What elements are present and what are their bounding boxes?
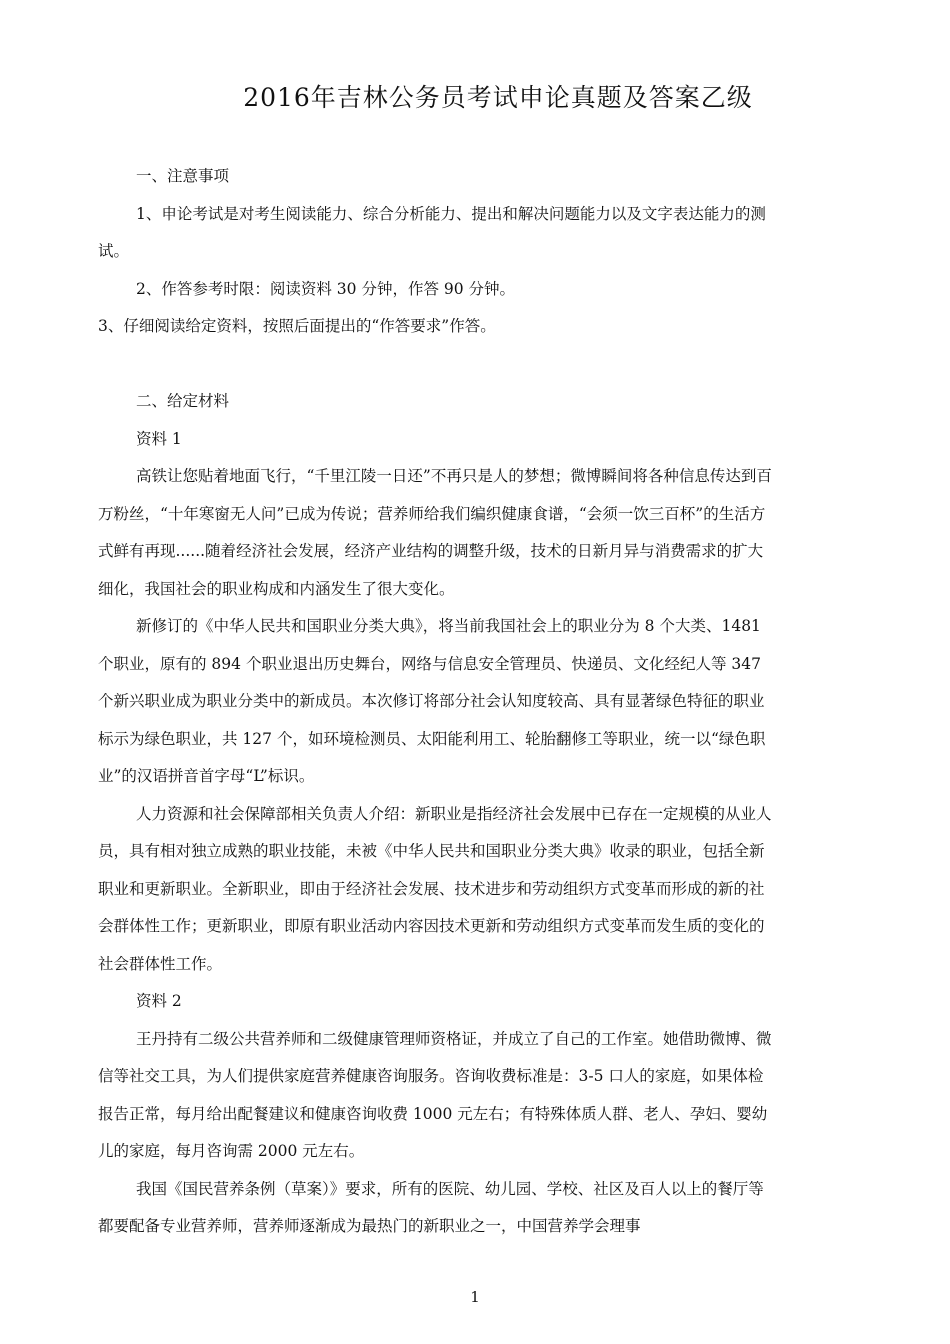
note-2: 2、作答参考时限：阅读资料 30 分钟，作答 90 分钟。 <box>136 279 516 298</box>
material-1-paragraph-1: 高铁让您贴着地面飞行，“千里江陵一日还”不再只是人的梦想；微博瞬间将各种信息传达到百万粉丝，“十年寒窗无人问”已成为传说；营养师给我们编织健康食谱，“会须一饮三百杯”的生活方式鲜有再现......随着经济社会发展，经济产业结构的调整升级，技术的日新月异与消费需求的扩大细化，我国社会的职业构成和内涵发生了很大变化。 <box>98 467 772 598</box>
notes-heading: 一、注意事项 <box>136 167 230 185</box>
document-body <box>98 158 774 1246</box>
material-1-label: 资料 1 <box>136 429 182 448</box>
materials-heading: 二、给定材料 <box>136 392 230 410</box>
material-1-paragraph-2: 新修订的《中华人民共和国职业分类大典》，将当前我国社会上的职业分为 8 个大类、1481 个职业，原有的 894 个职业退出历史舞台，网络与信息安全管理员、快递员、文化经纪人等 347 个新兴职业成为职业分类中的新成员。本次修订将部分社会认知度较高、具有显著绿色特征的职业标示为绿色职业，共 127 个，如环境检测员、太阳能利用工、轮胎翻修工等职业，统一以“绿色职业”的汉语拼音首字母“L”标识。 <box>98 617 766 785</box>
page-number: 1 <box>470 1288 480 1306</box>
material-1-paragraph-3: 人力资源和社会保障部相关负责人介绍：新职业是指经济社会发展中已存在一定规模的从业人员，具有相对独立成熟的职业技能，未被《中华人民共和国职业分类大典》收录的职业，包括全新职业和更新职业。全新职业，即由于经济社会发展、技术进步和劳动组织方式变革而形成的新的社会群体性工作；更新职业，即原有职业活动内容因技术更新和劳动组织方式变革而发生质的变化的社会群体性工作。 <box>98 804 772 973</box>
material-2-paragraph-2: 我国《国民营养条例（草案）》要求，所有的医院、幼儿园、学校、社区及百人以上的餐厅等都要配备专业营养师，营养师逐渐成为最热门的新职业之一，中国营养学会理事 <box>98 1179 764 1235</box>
page-title: 2016年吉林公务员考试申论真题及答案乙级 <box>243 83 753 112</box>
material-2-label: 资料 2 <box>136 992 182 1010</box>
material-2-paragraph-1: 王丹持有二级公共营养师和二级健康管理师资格证，并成立了自己的工作室。她借助微博、微信等社交工具，为人们提供家庭营养健康咨询服务。咨询收费标准是：3-5 口人的家庭，如果体检报告正常，每月给出配餐建议和健康咨询收费 1000 元左右；有特殊体质人群、老人、孕妇、婴幼儿的家庭，每月咨询需 2000 元左右。 <box>98 1029 772 1160</box>
note-1: 1、申论考试是对考生阅读能力、综合分析能力、提出和解决问题能力以及文字表达能力的测试。 <box>98 204 766 260</box>
section-gap <box>98 346 774 384</box>
note-3: 3、仔细阅读给定资料，按照后面提出的“作答要求”作答。 <box>98 317 496 335</box>
